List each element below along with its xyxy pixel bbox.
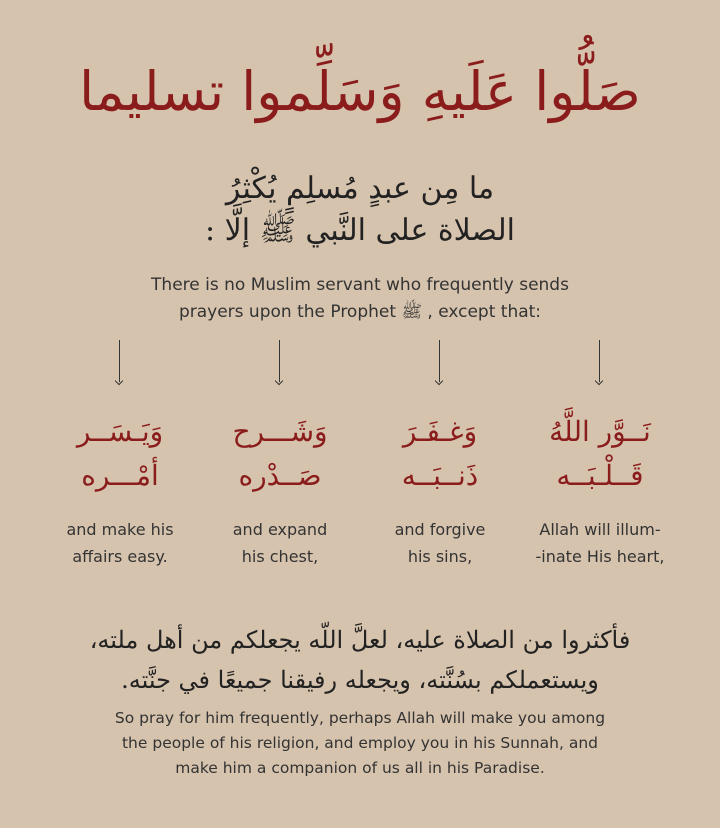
arrow-down-icon	[590, 340, 610, 388]
arrow-down-icon	[110, 340, 130, 388]
english-intro-line: prayers upon the Prophet ﷺ , except that:	[178, 302, 542, 322]
blessing-arabic	[200, 410, 360, 498]
blessing-english-line: -inate His heart,	[535, 547, 665, 566]
blessing-arabic-line: نَــوَّر اللَّهُ	[549, 415, 651, 448]
blessing-english-line: his chest,	[241, 547, 319, 566]
english-outro-line: make him a companion of us all in his Paradise.	[175, 759, 545, 777]
blessing-arabic	[520, 410, 680, 498]
english-outro-line: the people of his religion, and employ you in his Sunnah, and	[121, 734, 598, 752]
blessing-arabic	[40, 410, 200, 498]
arabic-intro	[0, 168, 720, 252]
blessing-affairs	[40, 340, 200, 570]
blessing-sins	[360, 340, 520, 570]
arrow-down-icon	[430, 340, 450, 388]
blessing-english-line: his sins,	[407, 547, 473, 566]
blessing-arabic-line: صَــدْره	[238, 459, 322, 492]
blessing-english-line: and forgive	[394, 520, 486, 539]
blessing-arabic-line: قَــلْـبَــه	[556, 459, 644, 492]
page-title: صَلُّوا عَلَيهِ وَسَلِّموا تسليما	[79, 60, 641, 123]
blessing-english	[360, 516, 520, 570]
blessing-english-line: Allah will illum-	[539, 520, 661, 539]
english-outro	[0, 706, 720, 781]
blessing-chest	[200, 340, 360, 570]
blessing-heart	[520, 340, 680, 570]
arabic-intro-line: الصلاة على النَّبي ﷺ إلَّا :	[204, 213, 515, 248]
arabic-outro-line: فأكثروا من الصلاة عليه، لعلَّ اللّه يجعلكم من أهل ملته،	[89, 626, 631, 654]
blessing-arabic-line: وَيَـسَــر	[76, 415, 164, 448]
blessing-english	[40, 516, 200, 570]
blessing-english-line: and make his	[66, 520, 174, 539]
blessing-arabic-line: أمْـــره	[81, 459, 159, 492]
blessing-english-line: affairs easy.	[72, 547, 168, 566]
english-intro-line: There is no Muslim servant who frequently sends	[151, 275, 569, 295]
blessing-arabic-line: وَغـفَـرَ	[402, 415, 478, 448]
blessings-row	[40, 340, 680, 566]
blessing-arabic	[360, 410, 520, 498]
arabic-outro-line: ويستعملكم بسُنَّته، ويجعله رفيقنا جميعًا في جنَّته.	[121, 666, 599, 694]
arabic-intro-line: ما مِن عبدٍ مُسلِمٍ يُكْثِرُ	[225, 171, 495, 206]
blessing-english	[200, 516, 360, 570]
arabic-outro	[0, 620, 720, 700]
english-outro-line: So pray for him frequently, perhaps Allah will make you among	[114, 709, 606, 727]
english-intro	[0, 272, 720, 326]
blessing-arabic-line: ذَنــبَــه	[401, 459, 479, 492]
blessing-english	[520, 516, 680, 570]
arrow-down-icon	[270, 340, 290, 388]
blessing-arabic-line: وَشَـــرح	[232, 415, 328, 448]
blessing-english-line: and expand	[232, 520, 328, 539]
